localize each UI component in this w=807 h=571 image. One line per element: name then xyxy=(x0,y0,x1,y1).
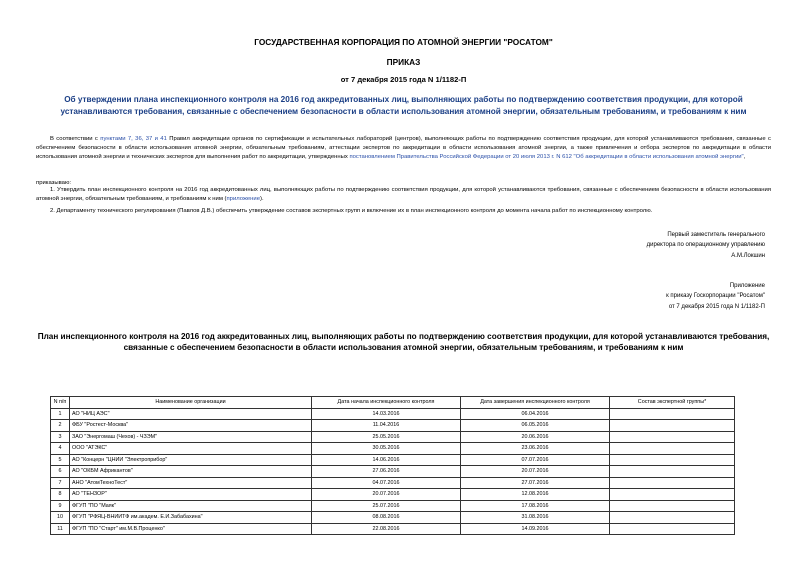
organization-name: АО "ОКБМ Африкантов" xyxy=(70,466,312,478)
item1-text-b: ). xyxy=(260,195,264,202)
preamble-text-a: В соответствии с xyxy=(50,136,101,142)
start-date: 14.03.2016 xyxy=(312,408,461,420)
organization-name: ФГУП "ПО "Маяк" xyxy=(70,500,312,512)
table-row xyxy=(51,454,735,466)
order-item-2 xyxy=(36,207,771,216)
organization-name: ФГУП "РФЯЦ-ВНИИТФ им.академ. Е.И.Забабахина" xyxy=(70,512,312,524)
expert-group xyxy=(610,454,735,466)
start-date: 11.04.2016 xyxy=(312,420,461,432)
expert-group xyxy=(610,443,735,455)
signature-position-1: Первый заместитель генерального xyxy=(667,232,765,238)
table-row xyxy=(51,500,735,512)
government-decree-link[interactable]: постановлением Правительства Российской Федерации от 20 июля 2013 г. N 612 "Об аккредитации в области использования атомной энергии" xyxy=(349,153,744,160)
end-date: 14.09.2016 xyxy=(461,523,610,535)
end-date: 27.07.2016 xyxy=(461,477,610,489)
row-number: 3 xyxy=(51,431,70,443)
title-prefix: Об утверждении xyxy=(64,95,134,104)
expert-group xyxy=(610,512,735,524)
start-date: 04.07.2016 xyxy=(312,477,461,489)
header-expert-group: Состав экспертной группы* xyxy=(610,397,735,409)
start-date: 22.08.2016 xyxy=(312,523,461,535)
row-number: 7 xyxy=(51,477,70,489)
inspection-plan-table xyxy=(50,396,735,535)
row-number: 4 xyxy=(51,443,70,455)
start-date: 25.07.2016 xyxy=(312,500,461,512)
signature-block xyxy=(647,230,765,261)
header-number: N п/п xyxy=(51,397,70,409)
row-number: 8 xyxy=(51,489,70,501)
organization-name: ФГУП "ПО "Старт" им.М.В.Проценко" xyxy=(70,523,312,535)
table-row xyxy=(51,523,735,535)
organization-name: АО "ТЕНЗОР" xyxy=(70,489,312,501)
order-word: приказываю: xyxy=(36,180,72,186)
order-item-1 xyxy=(36,186,771,204)
table-row xyxy=(51,466,735,478)
plan-title: План инспекционного контроля на 2016 год аккредитованных лиц, выполняющих работы по подтверждению соответствия продукции, для которой устанавливаются требования, связанные с обеспечением безопасности в области использования атомной энергии, обязательным требованиям, и требованиям к ним xyxy=(37,332,770,352)
expert-group xyxy=(610,420,735,432)
document-title xyxy=(50,94,757,118)
end-date: 17.08.2016 xyxy=(461,500,610,512)
end-date: 06.04.2016 xyxy=(461,408,610,420)
organization-name: ЗАО "Энергомаш (Чехов) - ЧЗЭМ" xyxy=(70,431,312,443)
end-date: 31.08.2016 xyxy=(461,512,610,524)
expert-group xyxy=(610,431,735,443)
header-start-date: Дата начала инспекционного контроля xyxy=(312,397,461,409)
row-number: 5 xyxy=(51,454,70,466)
expert-group xyxy=(610,523,735,535)
item2-text: 2. Департаменту технического регулирования (Павлов Д.В.) обеспечить утверждение составов экспертных групп и включение их в план инспекционного контроля до момента начала работ по инспекционному контролю. xyxy=(50,208,653,214)
end-date: 06.05.2016 xyxy=(461,420,610,432)
organization-heading: ГОСУДАРСТВЕННАЯ КОРПОРАЦИЯ ПО АТОМНОЙ ЭНЕРГИИ "РОСАТОМ" xyxy=(254,37,553,47)
signature-position-2: директора по операционному управлению xyxy=(646,242,765,249)
organization-name: АО "НИЦ АЭС" xyxy=(70,408,312,420)
start-date: 30.05.2016 xyxy=(312,443,461,455)
header-organization: Наименование организации xyxy=(70,397,312,409)
document-type: ПРИКАЗ xyxy=(386,57,421,67)
end-date: 20.07.2016 xyxy=(461,466,610,478)
row-number: 1 xyxy=(51,408,70,420)
end-date: 12.08.2016 xyxy=(461,489,610,501)
appendix-block xyxy=(666,281,765,312)
table-header-row xyxy=(51,397,735,409)
row-number: 9 xyxy=(51,500,70,512)
organization-name: АНО "АтомТехноТест" xyxy=(70,477,312,489)
row-number: 11 xyxy=(51,523,70,535)
start-date: 14.06.2016 xyxy=(312,454,461,466)
start-date: 25.05.2016 xyxy=(312,431,461,443)
end-date: 07.07.2016 xyxy=(461,454,610,466)
table-row xyxy=(51,443,735,455)
table-row xyxy=(51,420,735,432)
appendix-label: Приложение xyxy=(729,283,765,289)
organization-name: АО "Концерн "ЦНИИ "Электроприбор" xyxy=(70,454,312,466)
expert-group xyxy=(610,489,735,501)
table-row xyxy=(51,489,735,501)
start-date: 08.08.2016 xyxy=(312,512,461,524)
start-date: 20.07.2016 xyxy=(312,489,461,501)
appendix-link[interactable]: приложение xyxy=(226,195,260,202)
document-date: от 7 декабря 2015 года N 1/1182-П xyxy=(340,75,467,84)
table-row xyxy=(51,431,735,443)
organization-name: ФБУ "Ростест-Москва" xyxy=(70,420,312,432)
table-row xyxy=(51,477,735,489)
expert-group xyxy=(610,500,735,512)
expert-group xyxy=(610,408,735,420)
appendix-order-ref: к приказу Госкорпорации "Росатом" xyxy=(666,293,765,300)
row-number: 2 xyxy=(51,420,70,432)
preamble-paragraph xyxy=(36,135,771,162)
organization-name: ООО "АТЭКС" xyxy=(70,443,312,455)
expert-group xyxy=(610,477,735,489)
item1-text-a: 1. Утвердить план инспекционного контроля на 2016 год аккредитованных лиц, выполняющих работы по подтверждению соответствия продукции, для которой устанавливаются требования, связанные с обеспечением безопасности в области использования атомной энергии, обязательным требованиям, и требованиям к ним ( xyxy=(36,187,771,202)
preamble-text-c: , xyxy=(743,153,746,160)
signature-name: А.М.Локшин xyxy=(731,252,765,259)
expert-group xyxy=(610,466,735,478)
appendix-order-date: от 7 декабря 2015 года N 1/1182-П xyxy=(668,303,765,310)
row-number: 6 xyxy=(51,466,70,478)
row-number: 10 xyxy=(51,512,70,524)
header-end-date: Дата завершения инспекционного контроля xyxy=(461,397,610,409)
title-link[interactable]: плана инспекционного контроля на 2016 год аккредитованных лиц, выполняющих работы по подтверждению соответствия продукции, для которой устанавливаются требования, связанные с обеспечением безопасности в области использования атомной энергии, обязательным требованиям, и требованиям к ним xyxy=(60,95,747,116)
rules-points-link[interactable]: пунктами 7, 36, 37 и 41 xyxy=(100,136,167,142)
start-date: 27.06.2016 xyxy=(312,466,461,478)
preamble-text-b: Правил аккредитации органов по сертификации и испытательных лабораторий (центров), выполняющих работы по подтверждению соответствия продукции, для которой устанавливаются требования, связанные с обеспечением безопасности в области использования атомной энергии, обязательным требованиям, аттестации экспертов по аккредитации в области использования атомной энергии, а также привлечения и отбора экспертов по аккредитации в области использования атомной энергии и технических экспертов для выполнения работ по аккредитации, утвержденных xyxy=(36,136,771,160)
table-row xyxy=(51,408,735,420)
table-row xyxy=(51,512,735,524)
end-date: 20.06.2016 xyxy=(461,431,610,443)
end-date: 23.06.2016 xyxy=(461,443,610,455)
